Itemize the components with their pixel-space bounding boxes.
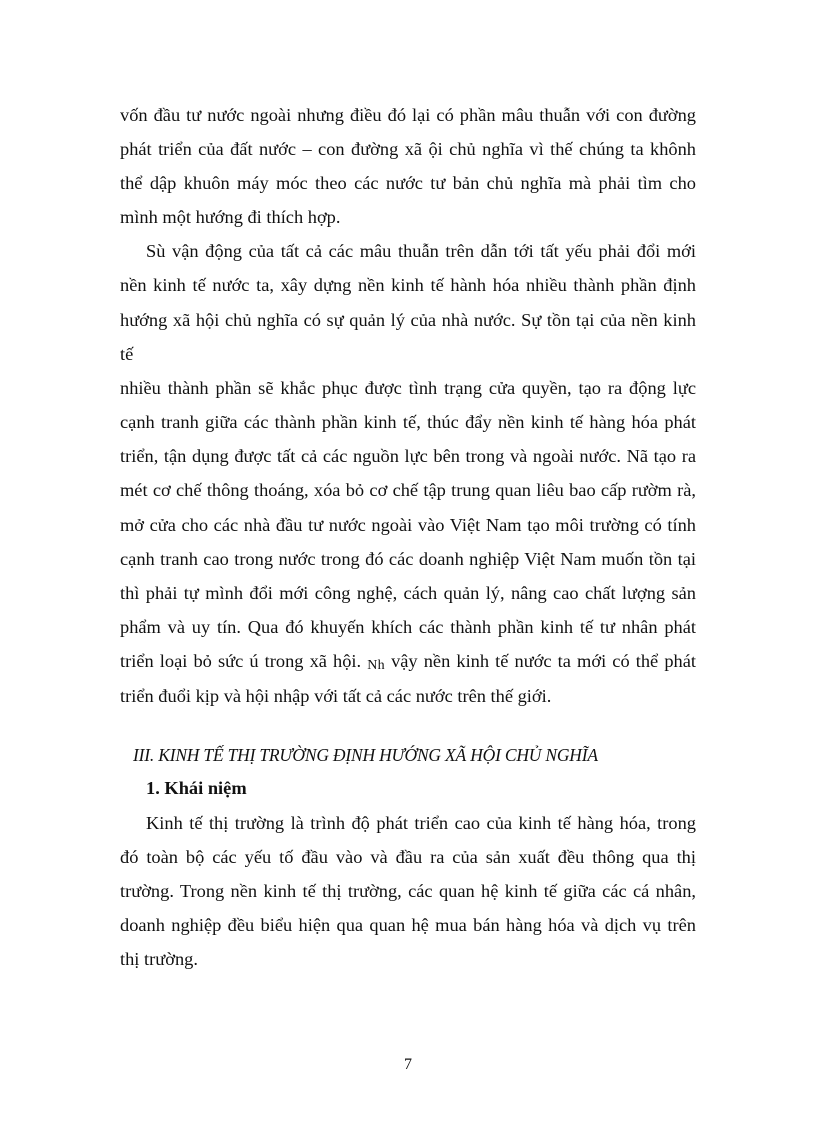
- paragraph-3-line-1: nhiều thành phần sẽ khắc phục được tình trạng cửa quyền, tạo ra động lực: [120, 378, 696, 398]
- paragraph-3-line-7: thì phải tự mình đổi mới công nghệ, cách quản lý, nâng cao chất lượng sản: [120, 583, 696, 603]
- paragraph-3-line-5: mở cửa cho các nhà đầu tư nước ngoài vào Việt Nam tạo môi trường có tính: [120, 515, 696, 535]
- section-heading: III. KINH TẾ THỊ TRƯỜNG ĐỊNH HƯỚNG XÃ HỘI CHỦ NGHĨA: [133, 745, 598, 765]
- paragraph-3-line-9-start: triển loại bỏ sức ú trong xã hội.: [120, 651, 362, 671]
- page-number: 7: [404, 1056, 412, 1073]
- paragraph-3-line-9-end: vậy nền kinh tế nước ta mới có thể phát: [391, 651, 696, 671]
- paragraph-4-line-1: Kinh tế thị trường là trình độ phát triển cao của kinh tế hàng hóa, trong: [146, 813, 696, 833]
- paragraph-2-line-2: nền kinh tế nước ta, xây dựng nền kinh tế hành hóa nhiều thành phần định: [120, 275, 696, 295]
- paragraph-3-line-10: triển đuổi kịp và hội nhập với tất cả các nước trên thế giới.: [120, 686, 552, 706]
- paragraph-3-line-2: cạnh tranh giữa các thành phần kinh tế, thúc đẩy nền kinh tế hàng hóa phát: [120, 412, 696, 432]
- paragraph-4-line-3: trường. Trong nền kinh tế thị trường, các quan hệ kinh tế giữa các cá nhân,: [120, 881, 696, 901]
- subsection-heading: 1. Khái niệm: [146, 778, 247, 798]
- paragraph-1-line-4: mình một hướng đi thích hợp.: [120, 207, 341, 227]
- paragraph-4-line-2: đó toàn bộ các yếu tố đầu vào và đầu ra của sản xuất đều thông qua thị: [120, 847, 696, 867]
- paragraph-1-line-3: thể dập khuôn máy móc theo các nước tư bản chủ nghĩa mà phải tìm cho: [120, 173, 696, 193]
- paragraph-1-line-1: vốn đầu tư nước ngoài nhưng điều đó lại có phần mâu thuẫn với con đường: [120, 105, 696, 125]
- paragraph-3-line-8: phẩm và uy tín. Qua đó khuyến khích các thành phần kinh tế tư nhân phát: [120, 617, 696, 637]
- paragraph-3-line-3: triển, tận dụng được tất cả các nguồn lực bên trong và ngoài nước. Nã tạo ra: [120, 446, 696, 466]
- paragraph-2-line-1: Sù vận động của tất cả các mâu thuẫn trên dẫn tới tất yếu phải đổi mới: [146, 241, 696, 261]
- paragraph-4-line-5: thị trường.: [120, 949, 198, 969]
- paragraph-2-line-4: tế: [120, 344, 134, 364]
- paragraph-4-line-4: doanh nghiệp đều biểu hiện qua quan hệ mua bán hàng hóa và dịch vụ trên: [120, 915, 696, 935]
- paragraph-1-line-2: phát triển của đất nước – con đường xã ội chủ nghĩa vì thế chúng ta khônh: [120, 139, 696, 159]
- paragraph-3-line-4: mét cơ chế thông thoáng, xóa bỏ cơ chế tập trung quan liêu bao cấp rườm rà,: [120, 480, 696, 500]
- paragraph-3-line-6: cạnh tranh cao trong nước trong đó các doanh nghiệp Việt Nam muốn tồn tại: [120, 549, 696, 569]
- inline-text-fragment: Nh: [367, 658, 385, 673]
- paragraph-3-line-9: [120, 650, 696, 677]
- paragraph-2-line-3: hướng xã hội chủ nghĩa có sự quản lý của nhà nước. Sự tồn tại của nền kinh: [120, 310, 696, 330]
